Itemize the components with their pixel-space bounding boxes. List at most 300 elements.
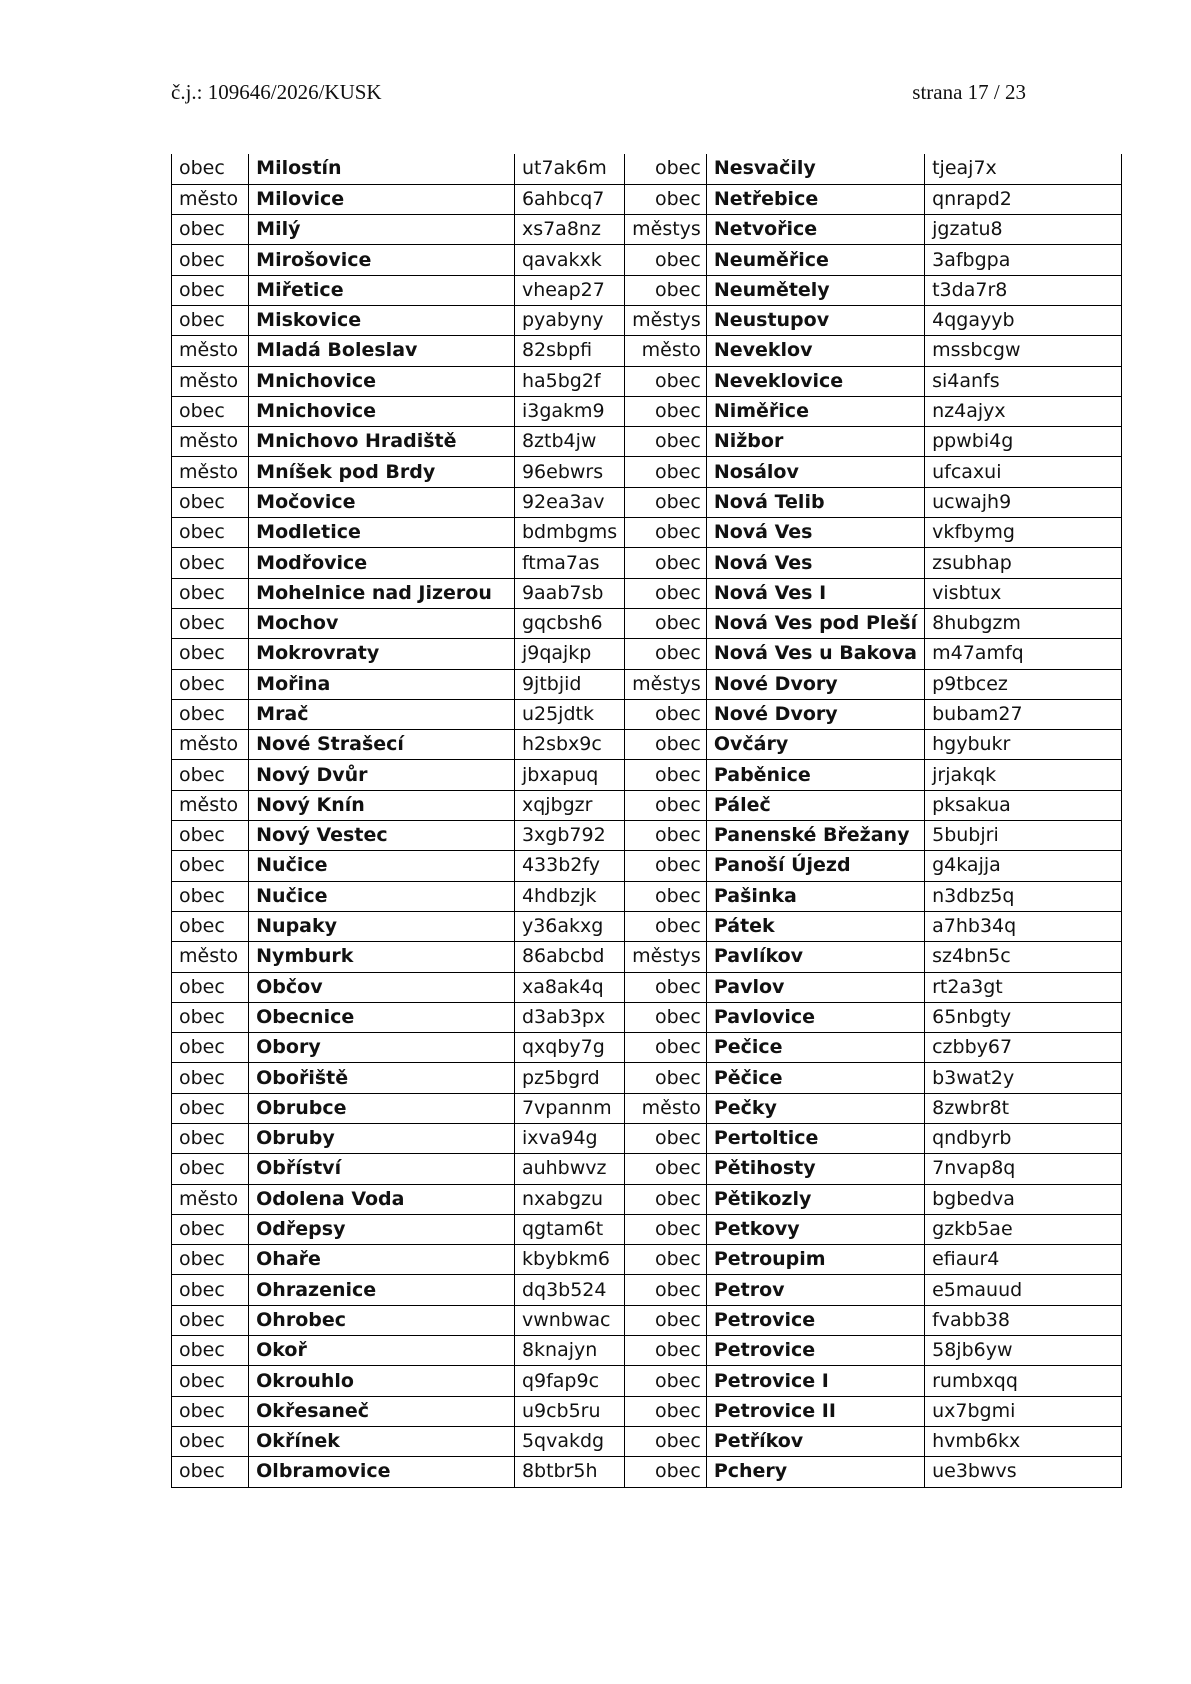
left-type-cell: obec [172, 548, 249, 578]
right-name-cell: Panoší Újezd [706, 851, 924, 881]
right-name-cell: Netvořice [706, 215, 924, 245]
left-type-cell: město [172, 1184, 249, 1214]
right-type-cell: obec [625, 578, 707, 608]
left-name-cell: Mrač [249, 699, 515, 729]
right-type-cell: obec [625, 275, 707, 305]
right-type-cell: obec [625, 1275, 707, 1305]
right-code-cell: nz4ajyx [925, 396, 1122, 426]
left-code-cell: xs7a8nz [514, 215, 624, 245]
table-row [172, 396, 1191, 426]
left-name-cell: Okrouhlo [249, 1366, 515, 1396]
left-code-cell: dq3b524 [514, 1275, 624, 1305]
left-code-cell: auhbwvz [514, 1154, 624, 1184]
table-row [172, 730, 1191, 760]
left-type-cell: obec [172, 245, 249, 275]
right-type-cell: městys [625, 305, 707, 335]
left-code-cell: h2sbx9c [514, 730, 624, 760]
left-type-cell: obec [172, 1063, 249, 1093]
right-type-cell: obec [625, 699, 707, 729]
right-code-cell: b3wat2y [925, 1063, 1122, 1093]
right-name-cell: Neumětely [706, 275, 924, 305]
table-row [172, 1184, 1191, 1214]
right-code-cell: vkfbymg [925, 518, 1122, 548]
left-code-cell: i3gakm9 [514, 396, 624, 426]
left-name-cell: Okoř [249, 1336, 515, 1366]
left-code-cell: ftma7as [514, 548, 624, 578]
right-code-cell: a7hb34q [925, 911, 1122, 941]
right-type-cell: obec [625, 1396, 707, 1426]
left-name-cell: Milovice [249, 184, 515, 214]
left-code-cell: jbxapuq [514, 760, 624, 790]
right-name-cell: Pěčice [706, 1063, 924, 1093]
left-code-cell: 7vpannm [514, 1093, 624, 1123]
left-name-cell: Obrubce [249, 1093, 515, 1123]
left-name-cell: Mirošovice [249, 245, 515, 275]
right-name-cell: Pavlovice [706, 1002, 924, 1032]
right-type-cell: obec [625, 487, 707, 517]
table-row [172, 1124, 1191, 1154]
left-type-cell: město [172, 184, 249, 214]
right-type-cell: obec [625, 154, 707, 184]
left-code-cell: y36akxg [514, 911, 624, 941]
right-type-cell: obec [625, 851, 707, 881]
right-code-cell: e5mauud [925, 1275, 1122, 1305]
left-type-cell: obec [172, 1093, 249, 1123]
left-code-cell: ha5bg2f [514, 366, 624, 396]
left-code-cell: gqcbsh6 [514, 608, 624, 638]
table-row [172, 1336, 1191, 1366]
table-row [172, 184, 1191, 214]
table-row [172, 305, 1191, 335]
right-name-cell: Neuměřice [706, 245, 924, 275]
right-type-cell: město [625, 336, 707, 366]
left-type-cell: obec [172, 911, 249, 941]
right-code-cell: zsubhap [925, 548, 1122, 578]
left-type-cell: obec [172, 1002, 249, 1032]
right-type-cell: obec [625, 1214, 707, 1244]
right-name-cell: Nová Ves pod Pleší [706, 608, 924, 638]
left-name-cell: Mnichovice [249, 396, 515, 426]
right-type-cell: obec [625, 1336, 707, 1366]
right-type-cell: obec [625, 427, 707, 457]
left-name-cell: Mořina [249, 669, 515, 699]
right-name-cell: Nová Ves [706, 548, 924, 578]
right-name-cell: Nesvačily [706, 154, 924, 184]
left-type-cell: obec [172, 669, 249, 699]
page-number: strana 17 / 23 [912, 80, 1026, 104]
right-type-cell: obec [625, 639, 707, 669]
left-name-cell: Ohaře [249, 1245, 515, 1275]
table-body [172, 154, 1191, 1487]
table-row [172, 881, 1191, 911]
left-code-cell: qgtam6t [514, 1214, 624, 1244]
table-row [172, 669, 1191, 699]
table-row [172, 760, 1191, 790]
right-code-cell: si4anfs [925, 366, 1122, 396]
left-code-cell: u25jdtk [514, 699, 624, 729]
left-name-cell: Ohrazenice [249, 1275, 515, 1305]
right-name-cell: Pavlov [706, 972, 924, 1002]
left-name-cell: Občov [249, 972, 515, 1002]
right-type-cell: obec [625, 1154, 707, 1184]
left-name-cell: Milostín [249, 154, 515, 184]
left-code-cell: 8knajyn [514, 1336, 624, 1366]
right-code-cell: hgybukr [925, 730, 1122, 760]
table-row [172, 1093, 1191, 1123]
right-code-cell: ufcaxui [925, 457, 1122, 487]
left-type-cell: obec [172, 518, 249, 548]
left-type-cell: obec [172, 1033, 249, 1063]
right-type-cell: městys [625, 669, 707, 699]
table-row [172, 790, 1191, 820]
left-code-cell: 9aab7sb [514, 578, 624, 608]
right-type-cell: obec [625, 821, 707, 851]
right-type-cell: obec [625, 366, 707, 396]
right-name-cell: Pchery [706, 1457, 924, 1487]
right-name-cell: Petříkov [706, 1426, 924, 1456]
right-name-cell: Petrovice II [706, 1396, 924, 1426]
left-type-cell: obec [172, 821, 249, 851]
right-name-cell: Pertoltice [706, 1124, 924, 1154]
right-code-cell: m47amfq [925, 639, 1122, 669]
right-code-cell: ue3bwvs [925, 1457, 1122, 1487]
right-type-cell: obec [625, 1184, 707, 1214]
right-code-cell: g4kajja [925, 851, 1122, 881]
left-name-cell: Mladá Boleslav [249, 336, 515, 366]
table-row [172, 1366, 1191, 1396]
right-name-cell: Petrovice [706, 1336, 924, 1366]
table-row [172, 336, 1191, 366]
left-name-cell: Obory [249, 1033, 515, 1063]
table-row [172, 1154, 1191, 1184]
right-code-cell: mssbcgw [925, 336, 1122, 366]
right-name-cell: Nové Dvory [706, 669, 924, 699]
left-name-cell: Modřovice [249, 548, 515, 578]
table-row [172, 639, 1191, 669]
right-code-cell: 7nvap8q [925, 1154, 1122, 1184]
right-type-cell: městys [625, 942, 707, 972]
left-name-cell: Nové Strašecí [249, 730, 515, 760]
left-type-cell: obec [172, 1366, 249, 1396]
table-row [172, 518, 1191, 548]
left-code-cell: kbybkm6 [514, 1245, 624, 1275]
left-type-cell: město [172, 366, 249, 396]
right-type-cell: obec [625, 1426, 707, 1456]
left-type-cell: obec [172, 972, 249, 1002]
left-type-cell: obec [172, 1457, 249, 1487]
right-name-cell: Petrovice [706, 1305, 924, 1335]
right-type-cell: obec [625, 1033, 707, 1063]
right-type-cell: obec [625, 1305, 707, 1335]
right-name-cell: Pětikozly [706, 1184, 924, 1214]
table-row [172, 245, 1191, 275]
table-row [172, 1002, 1191, 1032]
left-code-cell: nxabgzu [514, 1184, 624, 1214]
left-type-cell: obec [172, 1305, 249, 1335]
right-type-cell: obec [625, 1366, 707, 1396]
left-name-cell: Mnichovo Hradiště [249, 427, 515, 457]
right-code-cell: 3afbgpa [925, 245, 1122, 275]
left-name-cell: Močovice [249, 487, 515, 517]
table-row [172, 1396, 1191, 1426]
right-code-cell: rumbxqq [925, 1366, 1122, 1396]
right-type-cell: obec [625, 608, 707, 638]
right-code-cell: 65nbgty [925, 1002, 1122, 1032]
right-code-cell: bgbedva [925, 1184, 1122, 1214]
left-code-cell: u9cb5ru [514, 1396, 624, 1426]
left-type-cell: obec [172, 881, 249, 911]
table-row [172, 427, 1191, 457]
right-code-cell: qndbyrb [925, 1124, 1122, 1154]
right-name-cell: Netřebice [706, 184, 924, 214]
right-name-cell: Neustupov [706, 305, 924, 335]
right-name-cell: Pavlíkov [706, 942, 924, 972]
left-name-cell: Miskovice [249, 305, 515, 335]
table-row [172, 1426, 1191, 1456]
left-code-cell: d3ab3px [514, 1002, 624, 1032]
right-name-cell: Petroupim [706, 1245, 924, 1275]
table-row [172, 911, 1191, 941]
right-type-cell: městys [625, 215, 707, 245]
left-code-cell: 6ahbcq7 [514, 184, 624, 214]
left-name-cell: Obořiště [249, 1063, 515, 1093]
left-name-cell: Nupaky [249, 911, 515, 941]
left-name-cell: Ohrobec [249, 1305, 515, 1335]
table-row [172, 821, 1191, 851]
right-name-cell: Pětihosty [706, 1154, 924, 1184]
right-name-cell: Paběnice [706, 760, 924, 790]
left-name-cell: Mnichovice [249, 366, 515, 396]
left-name-cell: Nový Dvůr [249, 760, 515, 790]
right-type-cell: obec [625, 760, 707, 790]
left-type-cell: obec [172, 578, 249, 608]
right-code-cell: 8zwbr8t [925, 1093, 1122, 1123]
document-reference: č.j.: 109646/2026/KUSK [171, 80, 382, 104]
right-name-cell: Niměřice [706, 396, 924, 426]
right-name-cell: Neveklov [706, 336, 924, 366]
left-type-cell: obec [172, 275, 249, 305]
left-code-cell: qavakxk [514, 245, 624, 275]
left-code-cell: vwnbwac [514, 1305, 624, 1335]
left-type-cell: obec [172, 760, 249, 790]
right-code-cell: p9tbcez [925, 669, 1122, 699]
right-code-cell: ucwajh9 [925, 487, 1122, 517]
table-row [172, 578, 1191, 608]
right-name-cell: Nová Ves [706, 518, 924, 548]
right-type-cell: obec [625, 548, 707, 578]
right-name-cell: Páleč [706, 790, 924, 820]
right-type-cell: obec [625, 972, 707, 1002]
left-code-cell: pyabyny [514, 305, 624, 335]
left-code-cell: qxqby7g [514, 1033, 624, 1063]
left-name-cell: Milý [249, 215, 515, 245]
left-type-cell: obec [172, 608, 249, 638]
right-code-cell: ux7bgmi [925, 1396, 1122, 1426]
left-name-cell: Modletice [249, 518, 515, 548]
right-name-cell: Nová Ves I [706, 578, 924, 608]
table-row [172, 942, 1191, 972]
left-code-cell: vheap27 [514, 275, 624, 305]
right-name-cell: Nové Dvory [706, 699, 924, 729]
right-type-cell: obec [625, 1245, 707, 1275]
table-row [172, 1305, 1191, 1335]
left-code-cell: 9jtbjid [514, 669, 624, 699]
right-name-cell: Nosálov [706, 457, 924, 487]
right-code-cell: rt2a3gt [925, 972, 1122, 1002]
right-code-cell: 58jb6yw [925, 1336, 1122, 1366]
right-code-cell: efiaur4 [925, 1245, 1122, 1275]
left-code-cell: j9qajkp [514, 639, 624, 669]
right-name-cell: Pátek [706, 911, 924, 941]
left-code-cell: 8ztb4jw [514, 427, 624, 457]
left-type-cell: město [172, 427, 249, 457]
left-name-cell: Odřepsy [249, 1214, 515, 1244]
left-name-cell: Obříství [249, 1154, 515, 1184]
table-row [172, 1245, 1191, 1275]
right-type-cell: obec [625, 396, 707, 426]
right-type-cell: obec [625, 881, 707, 911]
right-code-cell: n3dbz5q [925, 881, 1122, 911]
left-type-cell: obec [172, 1275, 249, 1305]
left-type-cell: obec [172, 639, 249, 669]
table-row [172, 851, 1191, 881]
left-name-cell: Miřetice [249, 275, 515, 305]
right-code-cell: t3da7r8 [925, 275, 1122, 305]
right-type-cell: obec [625, 184, 707, 214]
table-row [172, 1033, 1191, 1063]
left-name-cell: Odolena Voda [249, 1184, 515, 1214]
right-name-cell: Panenské Břežany [706, 821, 924, 851]
right-type-cell: obec [625, 1063, 707, 1093]
left-code-cell: xa8ak4q [514, 972, 624, 1002]
table-row [172, 1457, 1191, 1487]
left-type-cell: obec [172, 215, 249, 245]
left-type-cell: obec [172, 154, 249, 184]
right-name-cell: Pečky [706, 1093, 924, 1123]
right-code-cell: qnrapd2 [925, 184, 1122, 214]
left-name-cell: Mokrovraty [249, 639, 515, 669]
left-name-cell: Nymburk [249, 942, 515, 972]
left-type-cell: obec [172, 1396, 249, 1426]
right-type-cell: obec [625, 911, 707, 941]
right-code-cell: czbby67 [925, 1033, 1122, 1063]
left-code-cell: 5qvakdg [514, 1426, 624, 1456]
left-type-cell: obec [172, 1124, 249, 1154]
table-row [172, 154, 1191, 184]
left-type-cell: obec [172, 305, 249, 335]
left-type-cell: obec [172, 396, 249, 426]
table-row [172, 275, 1191, 305]
right-code-cell: gzkb5ae [925, 1214, 1122, 1244]
right-code-cell: pksakua [925, 790, 1122, 820]
right-code-cell: fvabb38 [925, 1305, 1122, 1335]
right-type-cell: obec [625, 457, 707, 487]
right-name-cell: Petkovy [706, 1214, 924, 1244]
left-code-cell: 433b2fy [514, 851, 624, 881]
right-type-cell: obec [625, 790, 707, 820]
right-type-cell: město [625, 1093, 707, 1123]
right-code-cell: 5bubjri [925, 821, 1122, 851]
right-code-cell: sz4bn5c [925, 942, 1122, 972]
table-row [172, 608, 1191, 638]
left-name-cell: Olbramovice [249, 1457, 515, 1487]
right-type-cell: obec [625, 1457, 707, 1487]
right-code-cell: 8hubgzm [925, 608, 1122, 638]
left-name-cell: Mníšek pod Brdy [249, 457, 515, 487]
right-name-cell: Nižbor [706, 427, 924, 457]
left-type-cell: obec [172, 699, 249, 729]
left-type-cell: město [172, 730, 249, 760]
left-name-cell: Okřínek [249, 1426, 515, 1456]
left-code-cell: 3xgb792 [514, 821, 624, 851]
left-code-cell: 82sbpfi [514, 336, 624, 366]
right-type-cell: obec [625, 1124, 707, 1154]
right-name-cell: Nová Ves u Bakova [706, 639, 924, 669]
right-type-cell: obec [625, 518, 707, 548]
left-code-cell: bdmbgms [514, 518, 624, 548]
left-name-cell: Mochov [249, 608, 515, 638]
table-row [172, 1275, 1191, 1305]
right-code-cell: tjeaj7x [925, 154, 1122, 184]
left-name-cell: Obruby [249, 1124, 515, 1154]
right-code-cell: hvmb6kx [925, 1426, 1122, 1456]
right-name-cell: Neveklovice [706, 366, 924, 396]
left-type-cell: obec [172, 1245, 249, 1275]
right-code-cell: 4qgayyb [925, 305, 1122, 335]
right-type-cell: obec [625, 730, 707, 760]
right-code-cell: jgzatu8 [925, 215, 1122, 245]
left-type-cell: město [172, 457, 249, 487]
right-code-cell: ppwbi4g [925, 427, 1122, 457]
left-name-cell: Obecnice [249, 1002, 515, 1032]
table-row [172, 215, 1191, 245]
municipality-table [171, 154, 1191, 1488]
left-name-cell: Nučice [249, 881, 515, 911]
right-name-cell: Pečice [706, 1033, 924, 1063]
right-type-cell: obec [625, 1002, 707, 1032]
left-code-cell: 8btbr5h [514, 1457, 624, 1487]
right-name-cell: Petrov [706, 1275, 924, 1305]
left-code-cell: 86abcbd [514, 942, 624, 972]
left-name-cell: Nový Knín [249, 790, 515, 820]
right-name-cell: Nová Telib [706, 487, 924, 517]
table-row [172, 366, 1191, 396]
right-name-cell: Ovčáry [706, 730, 924, 760]
left-code-cell: 4hdbzjk [514, 881, 624, 911]
table-row [172, 699, 1191, 729]
table-row [172, 972, 1191, 1002]
right-type-cell: obec [625, 245, 707, 275]
left-type-cell: obec [172, 851, 249, 881]
left-type-cell: obec [172, 1426, 249, 1456]
left-code-cell: ixva94g [514, 1124, 624, 1154]
left-name-cell: Mohelnice nad Jizerou [249, 578, 515, 608]
left-name-cell: Nový Vestec [249, 821, 515, 851]
left-code-cell: ut7ak6m [514, 154, 624, 184]
table-row [172, 548, 1191, 578]
left-code-cell: pz5bgrd [514, 1063, 624, 1093]
left-type-cell: obec [172, 487, 249, 517]
right-code-cell: bubam27 [925, 699, 1122, 729]
table-row [172, 487, 1191, 517]
right-code-cell: visbtux [925, 578, 1122, 608]
left-type-cell: město [172, 336, 249, 366]
left-name-cell: Nučice [249, 851, 515, 881]
left-type-cell: obec [172, 1154, 249, 1184]
right-name-cell: Petrovice I [706, 1366, 924, 1396]
table-row [172, 1214, 1191, 1244]
left-code-cell: q9fap9c [514, 1366, 624, 1396]
